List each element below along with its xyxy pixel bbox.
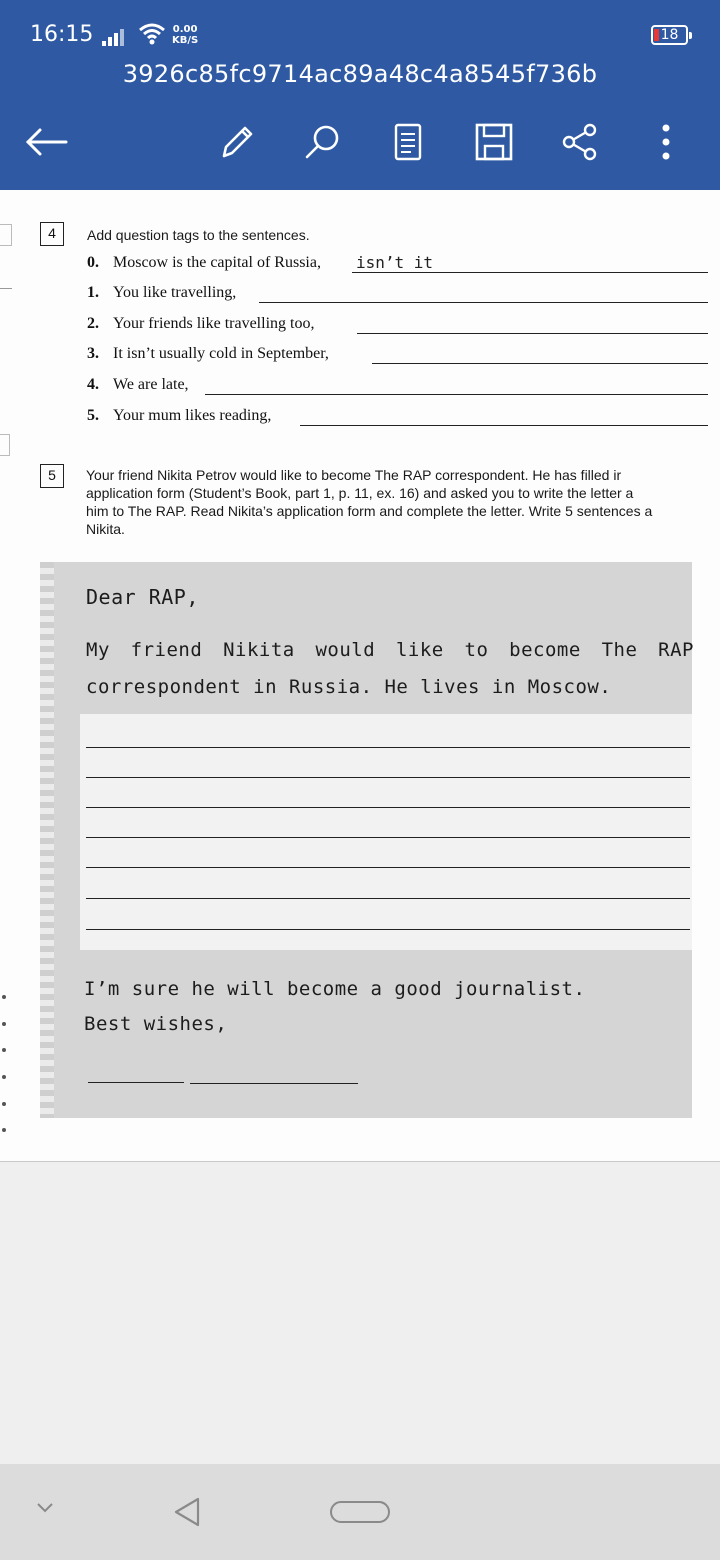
- letter-greeting: Dear RAP,: [86, 585, 199, 609]
- writing-line[interactable]: [86, 807, 690, 808]
- letter-closing-1: I’m sure he will become a good journalist.: [84, 978, 586, 1000]
- item-text: Your friends like travelling too,: [113, 315, 315, 332]
- status-time: 16:15: [30, 22, 94, 47]
- exercise-4-instruction: Add question tags to the sentences.: [87, 227, 310, 243]
- back-triangle-icon[interactable]: [172, 1496, 202, 1528]
- exercise-item: [87, 284, 236, 302]
- exercise-item: [87, 315, 314, 333]
- exercise-number-4: 4: [40, 222, 64, 246]
- document-title: 3926c85fc9714ac89a48c4a8545f736b: [122, 60, 598, 88]
- search-icon: [302, 122, 342, 162]
- app-header: [0, 0, 720, 190]
- back-arrow-icon: [24, 127, 68, 157]
- answer-line[interactable]: [205, 394, 708, 395]
- item-number: 2.: [87, 315, 99, 332]
- letter-line-2: correspondent in Russia. He lives in Moscow.: [86, 676, 612, 698]
- back-button[interactable]: [20, 118, 72, 166]
- home-pill-button[interactable]: [330, 1501, 390, 1523]
- exercise-item: [87, 376, 189, 394]
- exercise-item: [87, 345, 329, 363]
- margin-dot: [2, 1075, 6, 1079]
- battery-level: 18: [660, 27, 679, 43]
- answer-line[interactable]: [352, 272, 708, 273]
- item-text: Moscow is the capital of Russia,: [113, 254, 321, 271]
- document-page[interactable]: [0, 190, 720, 1162]
- item-number: 3.: [87, 345, 99, 362]
- share-icon: [560, 122, 600, 162]
- instruction-line: Nikita.: [86, 521, 125, 537]
- signature-line[interactable]: [88, 1082, 184, 1083]
- signal-icon: [102, 28, 128, 46]
- handwritten-answer: isn’t it: [356, 253, 434, 272]
- reading-mode-icon: [393, 122, 423, 162]
- page-edge-mark: [0, 224, 12, 246]
- exercise-5-instruction: [86, 466, 720, 538]
- signature-line[interactable]: [190, 1083, 358, 1084]
- reading-mode-button[interactable]: [382, 118, 434, 166]
- more-button[interactable]: [640, 118, 692, 166]
- item-number: 0.: [87, 254, 99, 271]
- battery-icon: [651, 25, 688, 45]
- margin-dot: [2, 1048, 6, 1052]
- answer-line[interactable]: [300, 425, 708, 426]
- item-text: It isn’t usually cold in September,: [113, 345, 329, 362]
- margin-dot: [2, 1128, 6, 1132]
- network-speed: [172, 24, 198, 46]
- writing-line[interactable]: [86, 867, 690, 868]
- margin-dot: [2, 995, 6, 999]
- page-edge-mark: [0, 434, 10, 456]
- margin-dot: [2, 1022, 6, 1026]
- save-button[interactable]: [468, 118, 520, 166]
- network-speed-unit: KB/S: [172, 35, 199, 46]
- item-number: 1.: [87, 284, 99, 301]
- answer-line[interactable]: [357, 333, 708, 334]
- network-speed-value: 0.00: [172, 24, 198, 35]
- item-text: You like travelling,: [113, 284, 237, 301]
- writing-line[interactable]: [86, 837, 690, 838]
- writing-line[interactable]: [86, 747, 690, 748]
- writing-line[interactable]: [86, 898, 690, 899]
- item-number: 5.: [87, 407, 99, 424]
- pencil-icon: [216, 122, 256, 162]
- answer-line[interactable]: [259, 302, 708, 303]
- instruction-line: Your friend Nikita Petrov would like to become The RAP correspondent. He has filled ir: [86, 467, 622, 483]
- item-number: 4.: [87, 376, 99, 393]
- item-text: We are late,: [113, 376, 189, 393]
- writing-line[interactable]: [86, 929, 690, 930]
- more-icon: [661, 122, 671, 162]
- instruction-line: application form (Student’s Book, part 1, p. 11, ex. 16) and asked you to write the letter a: [86, 485, 634, 501]
- chevron-down-icon[interactable]: [36, 1502, 54, 1514]
- save-icon: [474, 122, 514, 162]
- letter-line-1: My friend Nikita would like to become The RAP: [86, 639, 694, 661]
- instruction-line: him to The RAP. Read Nikita’s application form and complete the letter. Write 5 sentences a: [86, 503, 653, 519]
- annotate-button[interactable]: [210, 118, 262, 166]
- margin-dot: [2, 1102, 6, 1106]
- letter-writing-area: [80, 714, 692, 950]
- share-button[interactable]: [554, 118, 606, 166]
- answer-line[interactable]: [372, 363, 708, 364]
- exercise-item: [87, 407, 271, 425]
- letter-closing-2: Best wishes,: [84, 1013, 228, 1035]
- writing-line[interactable]: [86, 777, 690, 778]
- exercise-item: [87, 254, 321, 272]
- exercise-number-5: 5: [40, 464, 64, 488]
- system-navigation-bar: [0, 1464, 720, 1560]
- item-text: Your mum likes reading,: [113, 407, 272, 424]
- notebook-spiral: [40, 562, 54, 1118]
- wifi-icon: [138, 22, 166, 46]
- search-button[interactable]: [296, 118, 348, 166]
- page-edge-mark: [0, 288, 12, 289]
